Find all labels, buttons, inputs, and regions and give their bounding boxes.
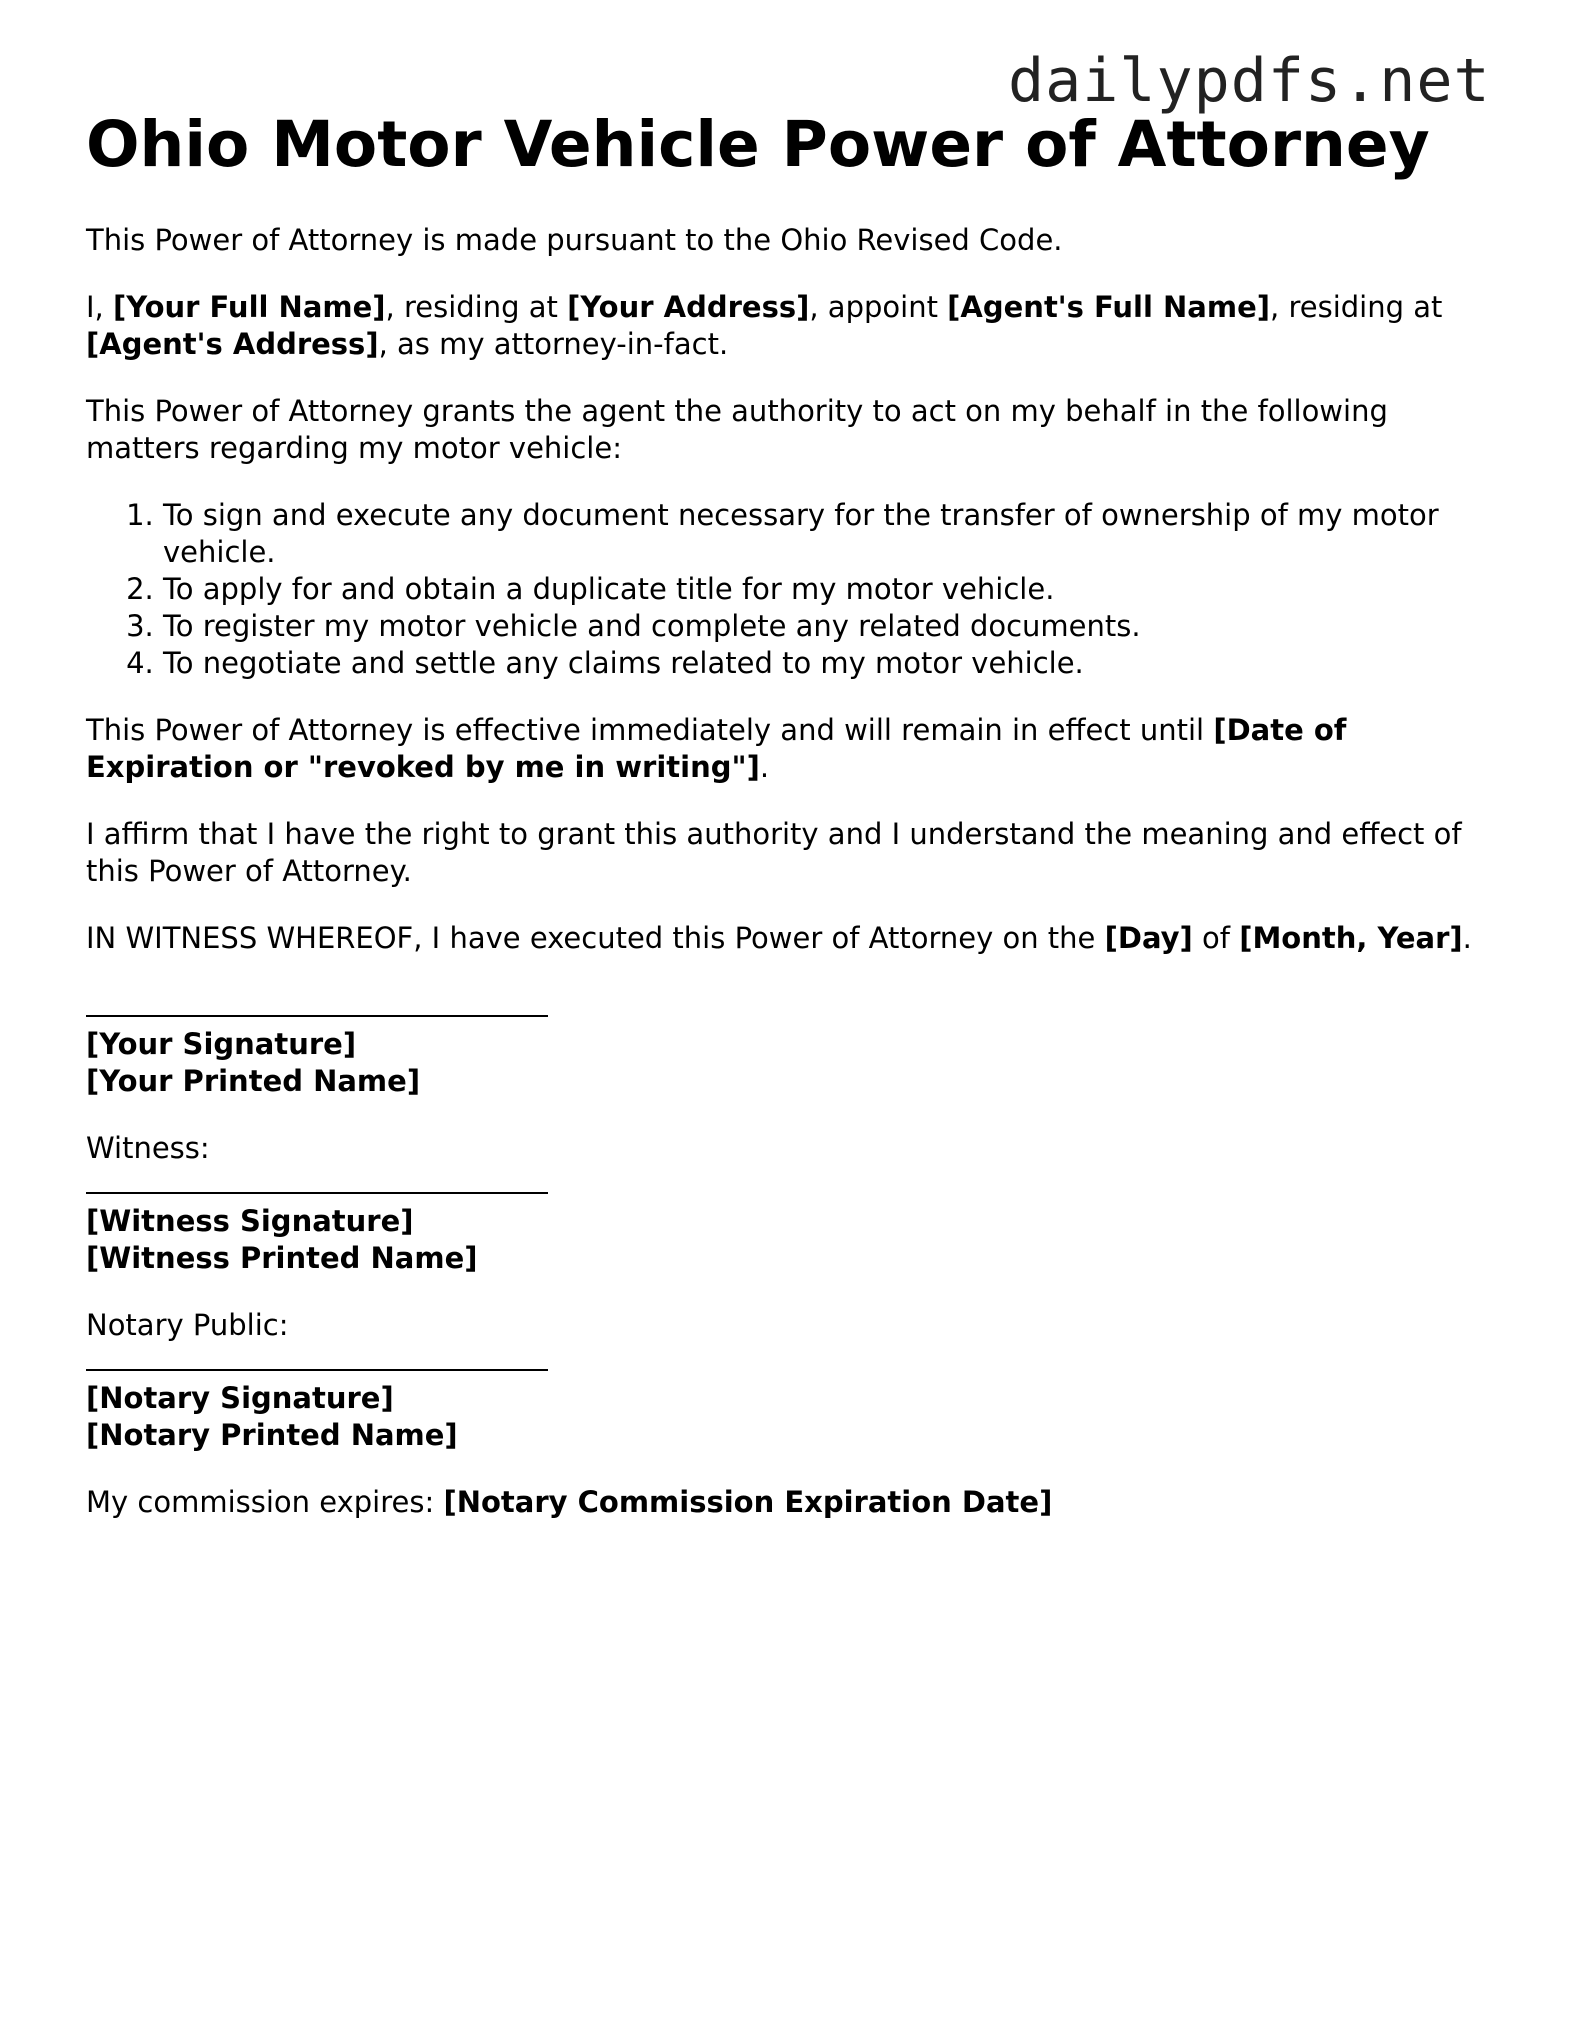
witness-clause-text: IN WITNESS WHEREOF, I have executed this Power of Attorney on the	[86, 921, 1105, 955]
appointment-paragraph	[86, 289, 1486, 363]
your-name-placeholder: [Your Full Name]	[113, 290, 386, 324]
witness-signature-line	[86, 1192, 548, 1194]
intro-paragraph: This Power of Attorney is made pursuant to the Ohio Revised Code.	[86, 223, 1063, 257]
notary-signature-block	[86, 1380, 1486, 1454]
notary-signature-line	[86, 1369, 548, 1371]
effective-paragraph	[86, 712, 1486, 786]
agent-name-placeholder: [Agent's Full Name]	[947, 290, 1271, 324]
notary-printed-name-label: [Notary Printed Name]	[86, 1418, 458, 1452]
appointment-text: I,	[86, 290, 113, 324]
expiration-placeholder: [Date of Expiration or "revoked by me in writing"]	[86, 713, 1347, 784]
witness-signature-block	[86, 1203, 1486, 1277]
witness-label: Witness:	[86, 1131, 210, 1165]
powers-list	[86, 497, 1486, 682]
day-placeholder: [Day]	[1104, 921, 1193, 955]
document-body	[86, 222, 1486, 1551]
appointment-text: , residing at	[385, 290, 568, 324]
principal-signature-label: [Your Signature]	[86, 1027, 357, 1061]
effective-text: This Power of Attorney is effective immediately and will remain in effect until	[86, 713, 1214, 747]
witness-printed-name-label: [Witness Printed Name]	[86, 1241, 478, 1275]
list-item: 4. To negotiate and settle any claims related to my motor vehicle.	[163, 645, 1486, 682]
witness-clause-of: of	[1192, 921, 1240, 955]
affirm-paragraph: I affirm that I have the right to grant this authority and I understand the meaning and effect of this Power of Attorney.	[86, 817, 1462, 888]
grant-paragraph: This Power of Attorney grants the agent the authority to act on my behalf in the following matters regarding my motor vehicle:	[86, 394, 1388, 465]
witness-signature-label: [Witness Signature]	[86, 1204, 414, 1238]
your-address-placeholder: [Your Address]	[567, 290, 810, 324]
effective-end: .	[759, 750, 770, 784]
commission-text: My commission expires:	[86, 1485, 444, 1519]
agent-address-placeholder: [Agent's Address]	[86, 327, 379, 361]
principal-signature-line	[86, 1015, 548, 1017]
list-item: 2. To apply for and obtain a duplicate title for my motor vehicle.	[163, 571, 1486, 608]
principal-printed-name-label: [Your Printed Name]	[86, 1064, 421, 1098]
document-title: Ohio Motor Vehicle Power of Attorney	[86, 108, 1430, 181]
list-item: 1. To sign and execute any document necessary for the transfer of ownership of my motor vehicle.	[163, 497, 1486, 571]
appointment-text: , appoint	[809, 290, 948, 324]
notary-label: Notary Public:	[86, 1308, 289, 1342]
witness-clause-paragraph	[86, 920, 1486, 957]
commission-date-placeholder: [Notary Commission Expiration Date]	[443, 1485, 1053, 1519]
list-item: 3. To register my motor vehicle and complete any related documents.	[163, 608, 1486, 645]
appointment-text: , residing at	[1270, 290, 1443, 324]
witness-clause-end: .	[1462, 921, 1472, 955]
notary-signature-label: [Notary Signature]	[86, 1381, 394, 1415]
appointment-text: , as my attorney-in-fact.	[378, 327, 729, 361]
month-year-placeholder: [Month, Year]	[1239, 921, 1463, 955]
watermark: dailypdfs.net	[1008, 46, 1491, 116]
commission-paragraph	[86, 1484, 1486, 1521]
principal-signature-block	[86, 1026, 1486, 1100]
